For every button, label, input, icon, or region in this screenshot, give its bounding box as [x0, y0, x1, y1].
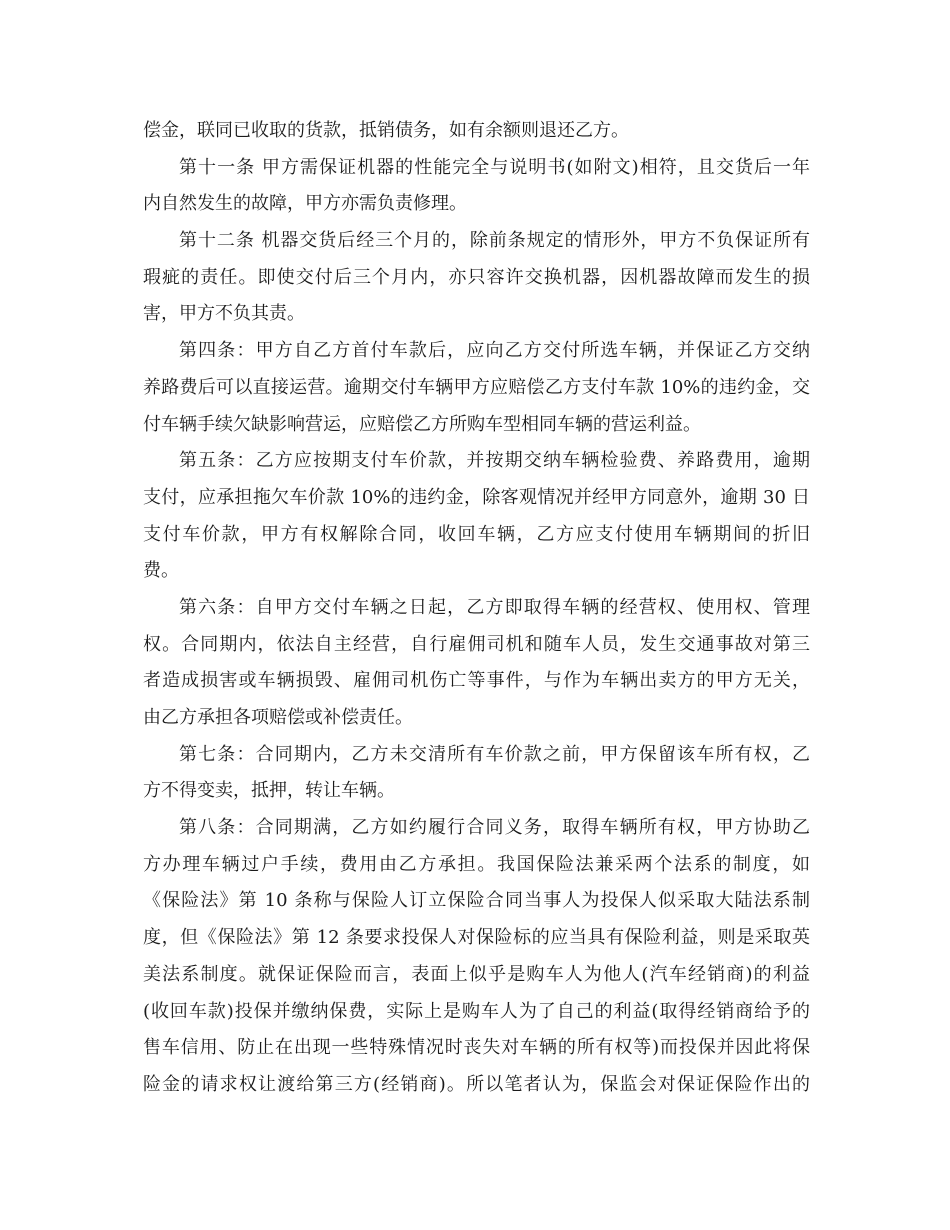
text-line: 方办理车辆过户手续，费用由乙方承担。我国保险法兼采两个法系的制度，如 — [143, 853, 810, 875]
paragraph — [143, 223, 810, 333]
text-line: 第七条：合同期内，乙方未交清所有车价款之前，甲方保留该车所有权，乙 — [179, 743, 810, 765]
text-line: (收回车款)投保并缴纳保费，实际上是购车人为了自己的利益(取得经销商给予的 — [143, 1000, 810, 1022]
paragraph — [143, 113, 810, 150]
text-line: 度，但《保险法》第 12 条要求投保人对保险标的应当具有保险利益，则是采取英 — [143, 927, 810, 949]
paragraph — [143, 443, 810, 590]
text-line: 支付车价款，甲方有权解除合同，收回车辆，乙方应支付使用车辆期间的折旧 — [143, 523, 810, 545]
text-line: 第六条：自甲方交付车辆之日起，乙方即取得车辆的经营权、使用权、管理 — [179, 596, 810, 618]
paragraph — [143, 150, 810, 223]
text-line: 《保险法》第 10 条称与保险人订立保险合同当事人为投保人似采取大陆法系制 — [143, 890, 810, 912]
text-line: 偿金，联同已收取的货款，抵销债务，如有余额则退还乙方。 — [143, 120, 629, 141]
text-line: 害，甲方不负其责。 — [143, 303, 305, 325]
text-line: 美法系制度。就保证保险而言，表面上似乎是购车人为他人(汽车经销商)的利益 — [143, 963, 810, 985]
text-line: 付车辆手续欠缺影响营运，应赔偿乙方所购车型相同车辆的营运利益。 — [143, 413, 701, 435]
document-body — [143, 113, 810, 1104]
paragraph — [143, 810, 810, 1104]
text-line: 由乙方承担各项赔偿或补偿责任。 — [143, 707, 413, 728]
text-line: 养路费后可以直接运营。逾期交付车辆甲方应赔偿乙方支付车款 10%的违约金，交 — [143, 376, 810, 398]
text-line: 第十二条 机器交货后经三个月的，除前条规定的情形外，甲方不负保证所有 — [179, 230, 810, 252]
paragraph — [143, 333, 810, 443]
text-line: 第五条：乙方应按期支付车价款，并按期交纳车辆检验费、养路费用，逾期 — [179, 450, 810, 472]
text-line: 第四条：甲方自乙方首付车款后，应向乙方交付所选车辆，并保证乙方交纳 — [179, 340, 810, 362]
text-line: 第八条：合同期满，乙方如约履行合同义务，取得车辆所有权，甲方协助乙 — [179, 817, 810, 839]
text-line: 费。 — [143, 560, 179, 582]
text-line: 第十一条 甲方需保证机器的性能完全与说明书(如附文)相符，且交货后一年 — [179, 156, 810, 178]
text-line: 方不得变卖，抵押，转让车辆。 — [143, 780, 395, 802]
paragraph — [143, 590, 810, 737]
text-line: 瑕疵的责任。即使交付后三个月内，亦只容许交换机器，因机器故障而发生的损 — [143, 266, 810, 288]
text-line: 权。合同期内，依法自主经营，自行雇佣司机和随车人员，发生交通事故对第三 — [143, 633, 810, 655]
text-line: 内自然发生的故障，甲方亦需负责修理。 — [143, 193, 467, 215]
paragraph — [143, 737, 810, 810]
text-line: 支付，应承担拖欠车价款 10%的违约金，除客观情况并经甲方同意外，逾期 30 日 — [143, 486, 810, 508]
text-line: 者造成损害或车辆损毁、雇佣司机伤亡等事件，与作为车辆出卖方的甲方无关， — [143, 670, 810, 692]
text-line: 售车信用、防止在出现一些特殊情况时丧失对车辆的所有权等)而投保并因此将保 — [143, 1037, 810, 1059]
text-line: 险金的请求权让渡给第三方(经销商)。所以笔者认为，保监会对保证保险作出的 — [143, 1073, 810, 1095]
